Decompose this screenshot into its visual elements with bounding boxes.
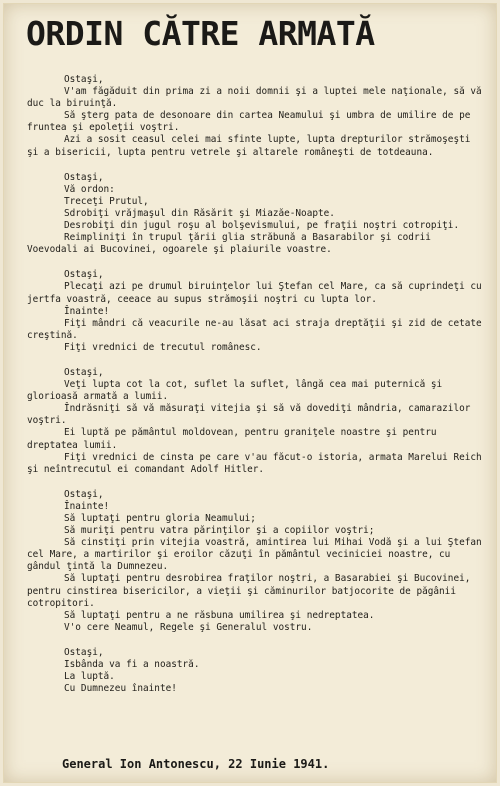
paragraph: Plecaţi azi pe drumul biruinţelor lui Ştefan cel Mare, ca să cuprindeţi cu jertfa voastră, ceeace au supus strămoşii noştri cu lupta lor. (27, 281, 488, 305)
paragraph: Desrobiţi din jugul roşu al bolşevismului, pe fraţii noştri cotropiţi. (64, 220, 460, 232)
paragraph: Cu Dumnezeu înainte! (64, 683, 177, 695)
paragraph: Ostaşi, (64, 366, 104, 378)
paragraph: V'o cere Neamul, Regele şi Generalul vostru. (64, 621, 313, 633)
paragraph: Sdrobiţi vrăjmaşul din Răsărit şi Miazăe-Noapte. (64, 207, 335, 219)
paragraph: Ostaşi, (64, 488, 104, 500)
section (27, 489, 487, 634)
paragraph: Ostaşi, (64, 646, 104, 658)
document-body (27, 74, 487, 708)
section (27, 367, 487, 476)
section (27, 172, 487, 257)
document-page (3, 3, 497, 783)
paragraph: Ostaşi, (64, 171, 104, 183)
paragraph: Să luptaţi pentru gloria Neamului; (64, 513, 256, 524)
paragraph: Înainte! (64, 305, 110, 317)
paragraph: Să muriţi pentru vatra părinţilor şi a copiilor voştri; (64, 525, 375, 537)
paragraph: Înainte! (64, 500, 110, 512)
paragraph: Ostaşi, (64, 74, 104, 85)
paragraph: Treceţi Prutul, (64, 195, 149, 207)
paragraph: Să cinstiţi prin vitejia voastră, amintirea lui Mihai Vodă şi a lui Ştefan cel Mare, a martirilor şi eroilor căzuţi în pământul veciniciei noastre, cu gândul ţintă la Dumnezeu. (27, 537, 488, 573)
signature: General Ion Antonescu, 22 Iunie 1941. (62, 757, 330, 771)
paragraph: La luptă. (64, 671, 115, 683)
paragraph: Isbânda va fi a noastră. (64, 659, 200, 671)
paragraph: Azi a sosit ceasul celei mai sfinte lupte, lupta drepturilor strămoşeşti şi a bisericii, lupta pentru vetrele şi altarele româneşti de totdeauna. (27, 134, 477, 158)
section (27, 647, 487, 695)
paragraph: Vă ordon: (64, 183, 115, 195)
paragraph: Ei luptă pe pământul moldovean, pentru graniţele noastre şi pentru dreptatea lumii. (27, 427, 443, 451)
paragraph: Ostaşi, (64, 269, 104, 281)
paragraph: Fiţi vrednici de trecutul românesc. (64, 341, 262, 353)
paragraph: V'am făgăduit din prima zi a noii domnii şi a luptei mele naţionale, să vă duc la biruinţă. (27, 86, 488, 110)
paragraph: Fiţi vrednici de cinsta pe care v'au făcut-o istoria, armata Marelui Reich şi neîntrecutul ei comandant Adolf Hitler. (27, 451, 488, 475)
paragraph: Îndrăsniţi să vă măsuraţi vitejia şi să vă dovediţi mândria, camarazilor voştri. (27, 403, 477, 427)
section (27, 74, 487, 159)
paragraph: Fiţi mândri că veacurile ne-au lăsat aci straja dreptăţii şi zid de cetate creştină. (27, 317, 488, 341)
paragraph: Să luptaţi pentru desrobirea fraţilor noştri, a Basarabiei şi Bucovinei, pentru cinstirea bisericilor, a vieţii şi căminurilor batjocorite de păgânii cotropitori. (27, 573, 477, 609)
paragraph: Să şterg pata de desonoare din cartea Neamului şi umbra de umilire de pe fruntea şi epoleţii voştri. (27, 110, 477, 134)
paragraph: Reimpliniţi în trupul ţării glia străbună a Basarabilor şi codrii Voevodali ai Bucovinei, ogoarele şi plaiurile voastre. (27, 232, 437, 256)
paragraph: Veţi lupta cot la cot, suflet la suflet, lângă cea mai puternică şi glorioasă armată a lumii. (27, 379, 448, 403)
section (27, 269, 487, 354)
paragraph: Să luptaţi pentru a ne răsbuna umilirea şi nedreptatea. (64, 609, 375, 621)
document-title: ORDIN CĂTRE ARMATĂ (26, 14, 375, 53)
